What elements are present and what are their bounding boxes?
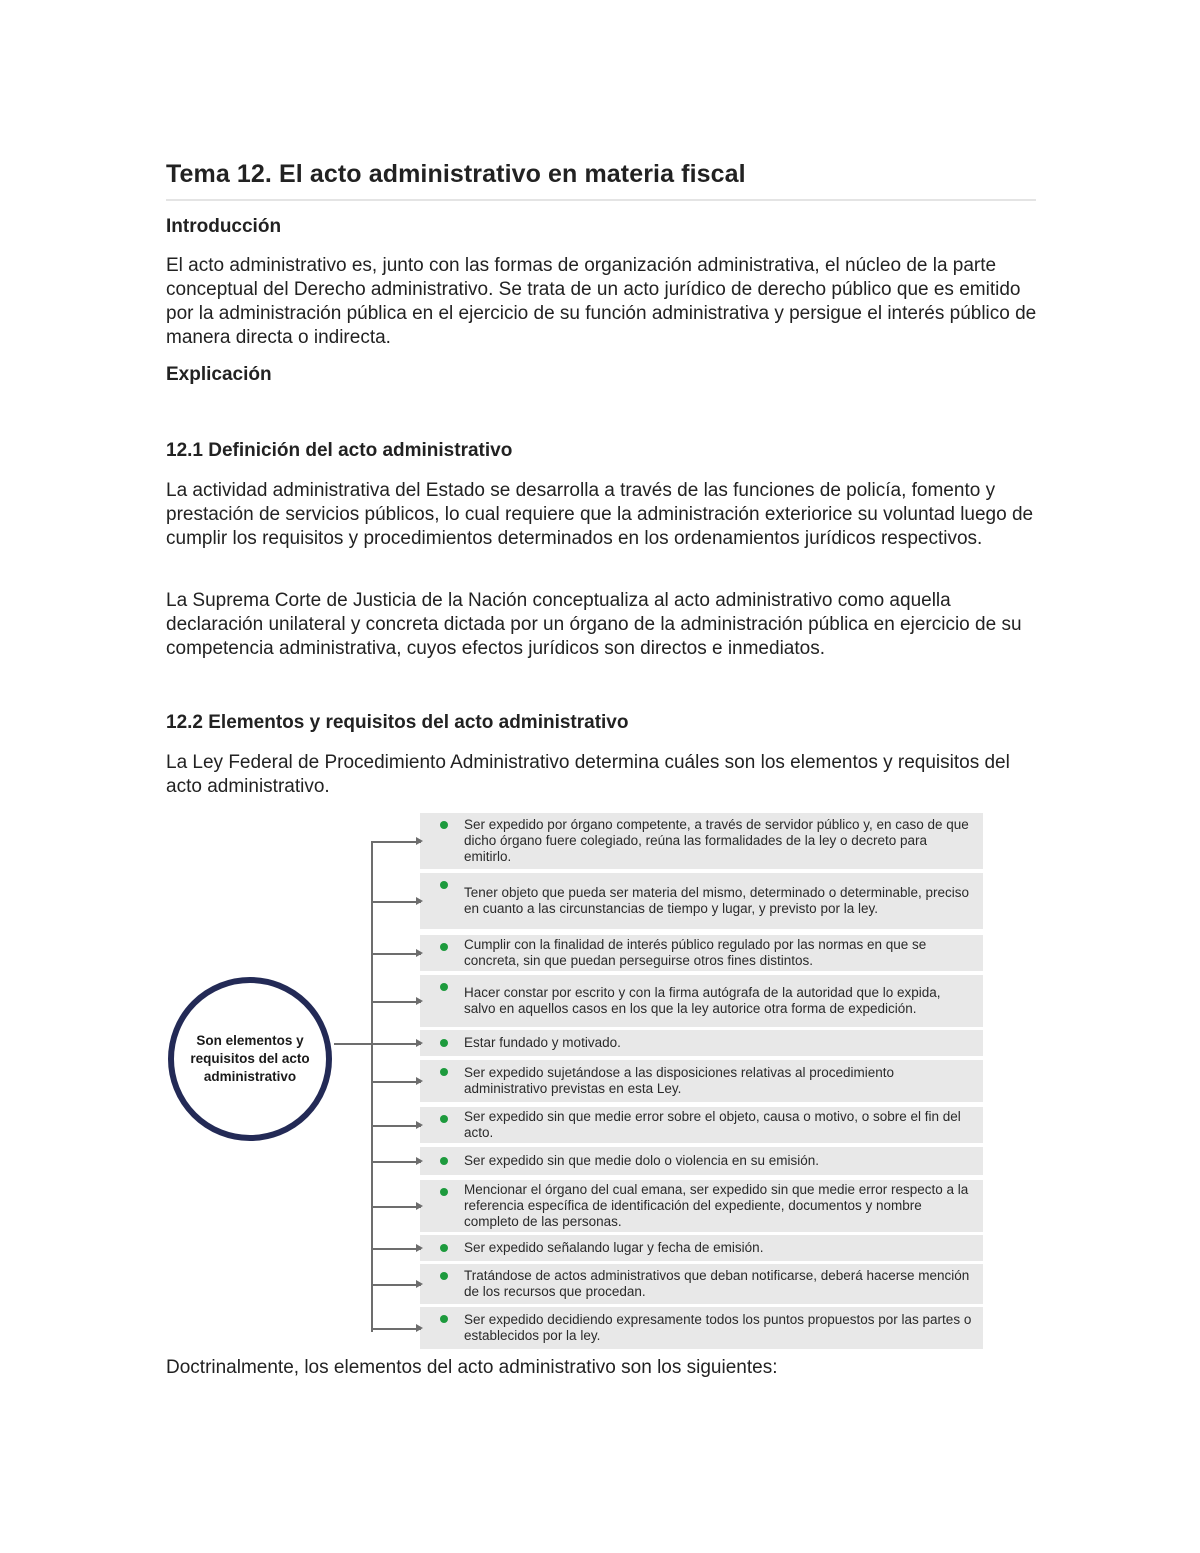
tree-spine [371,843,373,1332]
page-title: Tema 12. El acto administrativo en materia fiscal [166,160,746,188]
bullet-dot-icon [440,1115,448,1123]
requirement-item [420,1030,983,1056]
circle-connector [334,1043,372,1045]
branch-arrow-icon [371,1161,421,1163]
bullet-dot-icon [440,1188,448,1196]
requirement-text: Hacer constar por escrito y con la firma autógrafa de la autoridad que lo expida, salvo en aquellos casos en los que la ley autorice otra forma de expedición. [464,985,941,1016]
requirement-text: Ser expedido por órgano competente, a través de servidor público y, en caso de que dicho órgano fuere colegiado, reúna las formalidades de la ley o decreto para emitirlo. [464,817,969,864]
branch-arrow-icon [371,1043,421,1045]
branch-arrow-icon [371,1081,421,1083]
elements-diagram [160,810,990,1355]
requirement-item [420,1307,983,1349]
bullet-dot-icon [440,943,448,951]
requirement-item [420,873,983,929]
requirement-item [420,935,983,971]
bullet-dot-icon [440,881,448,889]
requirement-text: Ser expedido sujetándose a las disposiciones relativas al procedimiento administrativo previstas en esta Ley. [464,1065,895,1096]
branch-arrow-icon [371,1328,421,1330]
requirement-item [420,1060,983,1102]
section-12-2-paragraph: La Ley Federal de Procedimiento Administrativo determina cuáles son los elementos y requisitos del acto administrativo. [166,752,1010,797]
requirement-item [420,813,983,869]
requirement-text: Estar fundado y motivado. [464,1035,621,1050]
branch-arrow-icon [371,953,421,955]
requirement-text: Ser expedido sin que medie dolo o violencia en su emisión. [464,1153,819,1168]
title-divider [166,199,1036,201]
branch-arrow-icon [371,1206,421,1208]
section-12-2-heading: 12.2 Elementos y requisitos del acto administrativo [166,712,629,733]
branch-arrow-icon [371,841,421,843]
branch-arrow-icon [371,1001,421,1003]
requirement-text: Tratándose de actos administrativos que deban notificarse, deberá hacerse mención de los recursos que procedan. [464,1268,970,1299]
branch-arrow-icon [371,1284,421,1286]
requirement-item [420,1235,983,1261]
requirement-item [420,1264,983,1304]
section-12-1-paragraph-1: La actividad administrativa del Estado se desarrolla a través de las funciones de policía, fomento y prestación de servicios públicos, lo cual requiere que la administración exteriorice su voluntad luego de cumplir los requisitos y procedimientos determinados en los ordenamientos jurídicos respectivos. [166,480,1034,549]
branch-arrow-icon [371,901,421,903]
branch-arrow-icon [371,1248,421,1250]
requirement-item [420,1147,983,1175]
intro-paragraph: El acto administrativo es, junto con las formas de organización administrativa, el núcleo de la parte conceptual del Derecho administrativo. Se trata de un acto jurídico de derecho público que es emitido por la administración pública en el ejercicio de su función administrativa y persigue el interés público de manera directa o indirecta. [166,255,1037,348]
requirement-text: Ser expedido decidiendo expresamente todos los puntos propuestos por las partes o establecidos por la ley. [464,1312,972,1343]
requirement-item [420,1180,983,1232]
section-12-1-heading: 12.1 Definición del acto administrativo [166,440,513,461]
requirement-text: Tener objeto que pueda ser materia del mismo, determinado o determinable, preciso en cuanto a las circunstancias de tiempo y lugar, y previsto por la ley. [464,885,970,916]
intro-heading: Introducción [166,216,282,237]
bullet-dot-icon [440,1244,448,1252]
bullet-dot-icon [440,1272,448,1280]
bullet-dot-icon [440,1068,448,1076]
bullet-dot-icon [440,983,448,991]
branch-arrow-icon [371,1125,421,1127]
requirement-item [420,975,983,1027]
closing-paragraph: Doctrinalmente, los elementos del acto administrativo son los siguientes: [166,1357,778,1378]
requirement-text: Cumplir con la finalidad de interés público regulado por las normas en que se concreta, sin que puedan perseguirse otros fines distintos. [464,937,927,968]
bullet-dot-icon [440,1039,448,1047]
requirement-item [420,1107,983,1143]
explicacion-heading: Explicación [166,364,272,385]
bullet-dot-icon [440,1157,448,1165]
requirement-text: Mencionar el órgano del cual emana, ser expedido sin que medie error respecto a la referencia específica de identificación del expediente, documentos y nombre completo de las personas. [464,1182,969,1229]
section-12-1-paragraph-2: La Suprema Corte de Justicia de la Nación conceptualiza al acto administrativo como aquella declaración unilateral y concreta dictada por un órgano de la administración pública en ejercicio de su competencia administrativa, cuyos efectos jurídicos son directos e inmediatos. [166,590,1022,659]
center-circle [168,977,332,1141]
requirement-text: Ser expedido sin que medie error sobre el objeto, causa o motivo, o sobre el fin del acto. [464,1109,961,1140]
requirement-text: Ser expedido señalando lugar y fecha de emisión. [464,1240,764,1255]
bullet-dot-icon [440,821,448,829]
bullet-dot-icon [440,1315,448,1323]
center-circle-label: Son elementos y requisitos del acto administrativo [190,1033,310,1084]
